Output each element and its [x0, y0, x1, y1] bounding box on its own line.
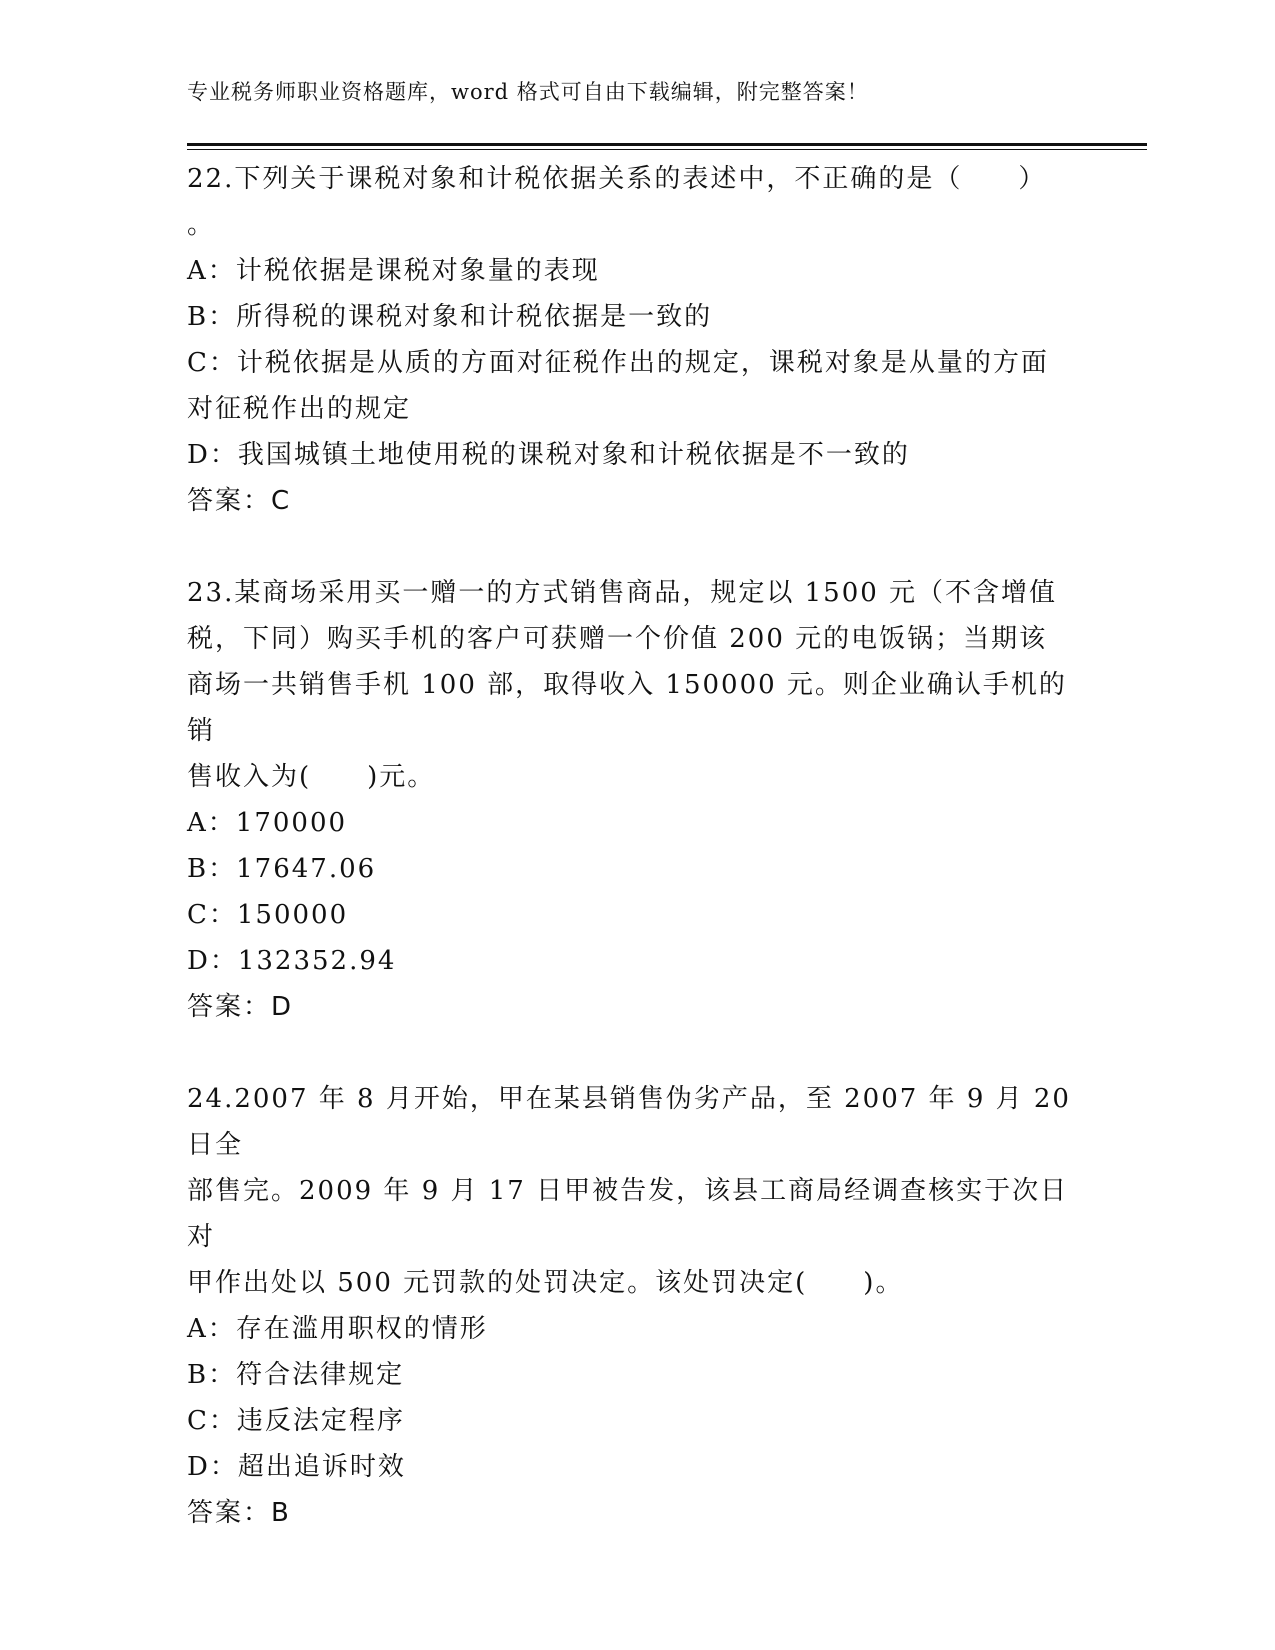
answer: [187, 1490, 1087, 1536]
answer-value: B: [271, 1498, 291, 1528]
option-c: C：违反法定程序: [187, 1406, 405, 1436]
answer-value: D: [271, 992, 294, 1022]
answer-value: C: [271, 486, 292, 516]
question-stem-line: 部售完。2009 年 9 月 17 日甲被告发，该县工商局经调查核实于次日对: [187, 1176, 1069, 1252]
option-a: A：存在滥用职权的情形: [187, 1314, 488, 1344]
question-stem-line: 。: [187, 210, 216, 240]
question-stem-line: 22.下列关于课税对象和计税依据关系的表述中，不正确的是（ ）: [187, 164, 1047, 194]
option-a: A：170000: [187, 808, 348, 838]
option-b: B：符合法律规定: [187, 1360, 405, 1390]
option-b: B：17647.06: [187, 854, 377, 884]
answer-label: 答案：: [187, 486, 272, 516]
question-stem-line: 甲作出处以 500 元罚款的处罚决定。该处罚决定( )。: [187, 1268, 904, 1298]
page-header: 专业税务师职业资格题库，word 格式可自由下载编辑，附完整答案！: [187, 80, 869, 104]
header-rule-thick: [187, 143, 1147, 146]
answer: [187, 478, 1087, 524]
option-c: C：150000: [187, 900, 349, 930]
question-stem-line: 商场一共销售手机 100 部，取得收入 150000 元。则企业确认手机的销: [187, 670, 1067, 746]
option-c-continued: 对征税作出的规定: [187, 394, 412, 424]
answer: [187, 984, 1087, 1030]
question-stem-line: 24.2007 年 8 月开始，甲在某县销售伪劣产品，至 2007 年 9 月 20 日全: [187, 1084, 1082, 1160]
question-stem-line: 售收入为( )元。: [187, 762, 436, 792]
question-23: [187, 570, 1087, 1030]
header-rule-thin: [187, 149, 1147, 150]
option-d: D：我国城镇土地使用税的课税对象和计税依据是不一致的: [187, 440, 910, 470]
question-24: [187, 1076, 1087, 1536]
option-a: A：计税依据是课税对象量的表现: [187, 256, 600, 286]
answer-label: 答案：: [187, 992, 272, 1022]
question-stem-line: 23.某商场采用买一赠一的方式销售商品，规定以 1500 元（不含增值: [187, 578, 1058, 608]
option-c: C：计税依据是从质的方面对征税作出的规定，课税对象是从量的方面: [187, 348, 1049, 378]
question-22: [187, 156, 1087, 524]
answer-label: 答案：: [187, 1498, 272, 1528]
option-b: B：所得税的课税对象和计税依据是一致的: [187, 302, 713, 332]
question-list: [187, 156, 1087, 1582]
option-d: D：超出追诉时效: [187, 1452, 406, 1482]
option-d: D：132352.94: [187, 946, 397, 976]
question-stem-line: 税，下同）购买手机的客户可获赠一个价值 200 元的电饭锅；当期该: [187, 624, 1048, 654]
